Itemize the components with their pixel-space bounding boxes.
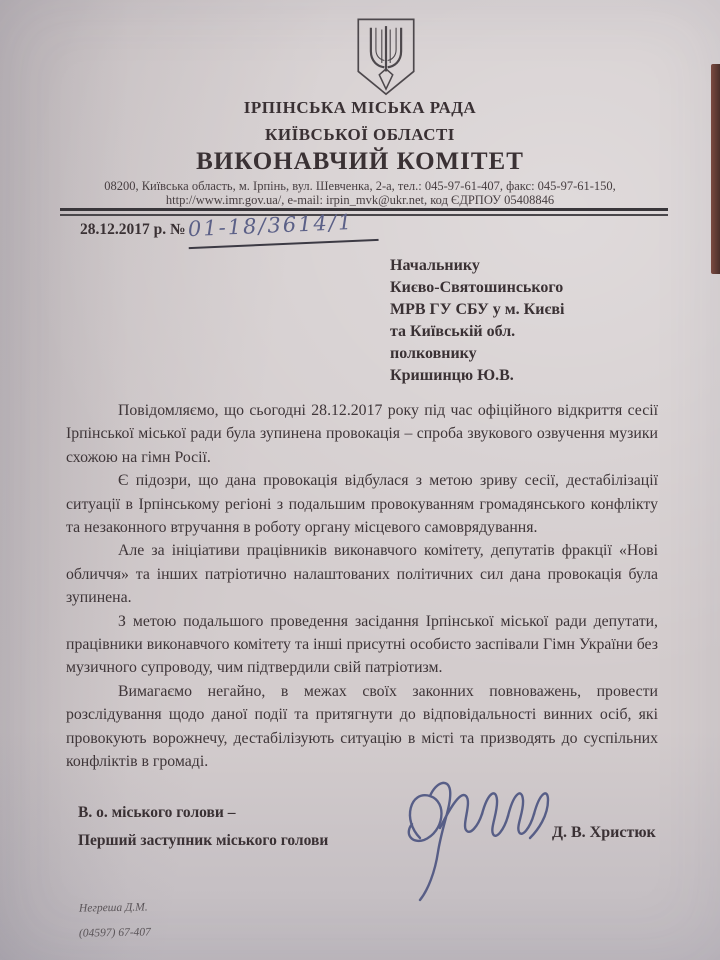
org-name-line3: ВИКОНАВЧИЙ КОМІТЕТ: [196, 148, 524, 175]
executor-phone: (04597) 67-407: [78, 926, 151, 940]
org-name-line2: КИЇВСЬКОЇ ОБЛАСТІ: [265, 125, 455, 144]
signer-position-line1: В. о. міського голови –: [78, 804, 236, 821]
handwritten-ref-number: 01-18/3614/1: [187, 209, 378, 249]
body-paragraph: Але за ініціативи працівників виконавчого комітету, депутатів фракції «Нові обличчя» та інших патріотично налаштованих політичних сил дана провокація була зупинена.: [66, 542, 658, 607]
body-paragraph: З метою подальшого проведення засідання Ірпінської міської ради депутати, працівники виконавчого комітету та інші присутні особисто заспівали Гімн України без музичного супроводу, чим підтвердили свій патріотизм.: [66, 612, 658, 677]
signer-name: Д. В. Христюк: [552, 824, 656, 841]
body-paragraph: Є підозри, що дана провокація відбулася з метою зриву сесії, дестабілізації ситуації в Ірпінському регіоні з подальшим провокуванням громадянського конфлікту та незаконного втручання в роботу органу місцевого самоврядування.: [66, 472, 658, 537]
contact-address-line: 08200, Київська область, м. Ірпінь, вул. Шевченка, 2-а, тел.: 045-97-61-407, факс: 045-97-61-150,: [104, 179, 616, 193]
contact-web-line: http://www.imr.gov.ua/, e-mail: irpin_mvk@ukr.net, код ЄДРПОУ 05408846: [165, 193, 555, 207]
letter-body: [66, 399, 658, 774]
date-and-number-label: 28.12.2017 р. №: [80, 221, 186, 238]
signer-position-line2: Перший заступник міського голови: [78, 832, 329, 849]
executor-name: Негреша Д.М.: [78, 901, 148, 915]
recipient-line: та Київській обл.: [390, 323, 516, 340]
recipient-line: МРВ ГУ СБУ у м. Києві: [390, 301, 565, 318]
signer-position: [78, 799, 328, 855]
recipient-block: [390, 255, 680, 387]
handwritten-signature: [382, 772, 558, 908]
body-paragraph: Вимагаємо негайно, в межах своїх законних повноважень, провести розслідування щодо даної події та притягнути до відповідальності винних осіб, які провокують ворожнечу, дестабілізують ситуацію в місті та призводять до суспільних конфліктів в громаді.: [66, 682, 658, 771]
recipient-line: Кришинцю Ю.В.: [390, 367, 514, 384]
ukraine-trident-icon: [344, 16, 428, 100]
body-paragraph: Повідомляємо, що сьогодні 28.12.2017 року під час офіційного відкриття сесії Ірпінської міської ради була зупинена провокація – спроба звукового озвучення музики схожою на гімн Росії.: [66, 402, 658, 466]
recipient-line: Начальнику: [390, 257, 480, 274]
org-name-line1: ІРПІНСЬКА МІСЬКА РАДА: [243, 98, 477, 117]
recipient-line: полковнику: [390, 345, 477, 362]
recipient-line: Києво-Святошинського: [390, 279, 564, 296]
